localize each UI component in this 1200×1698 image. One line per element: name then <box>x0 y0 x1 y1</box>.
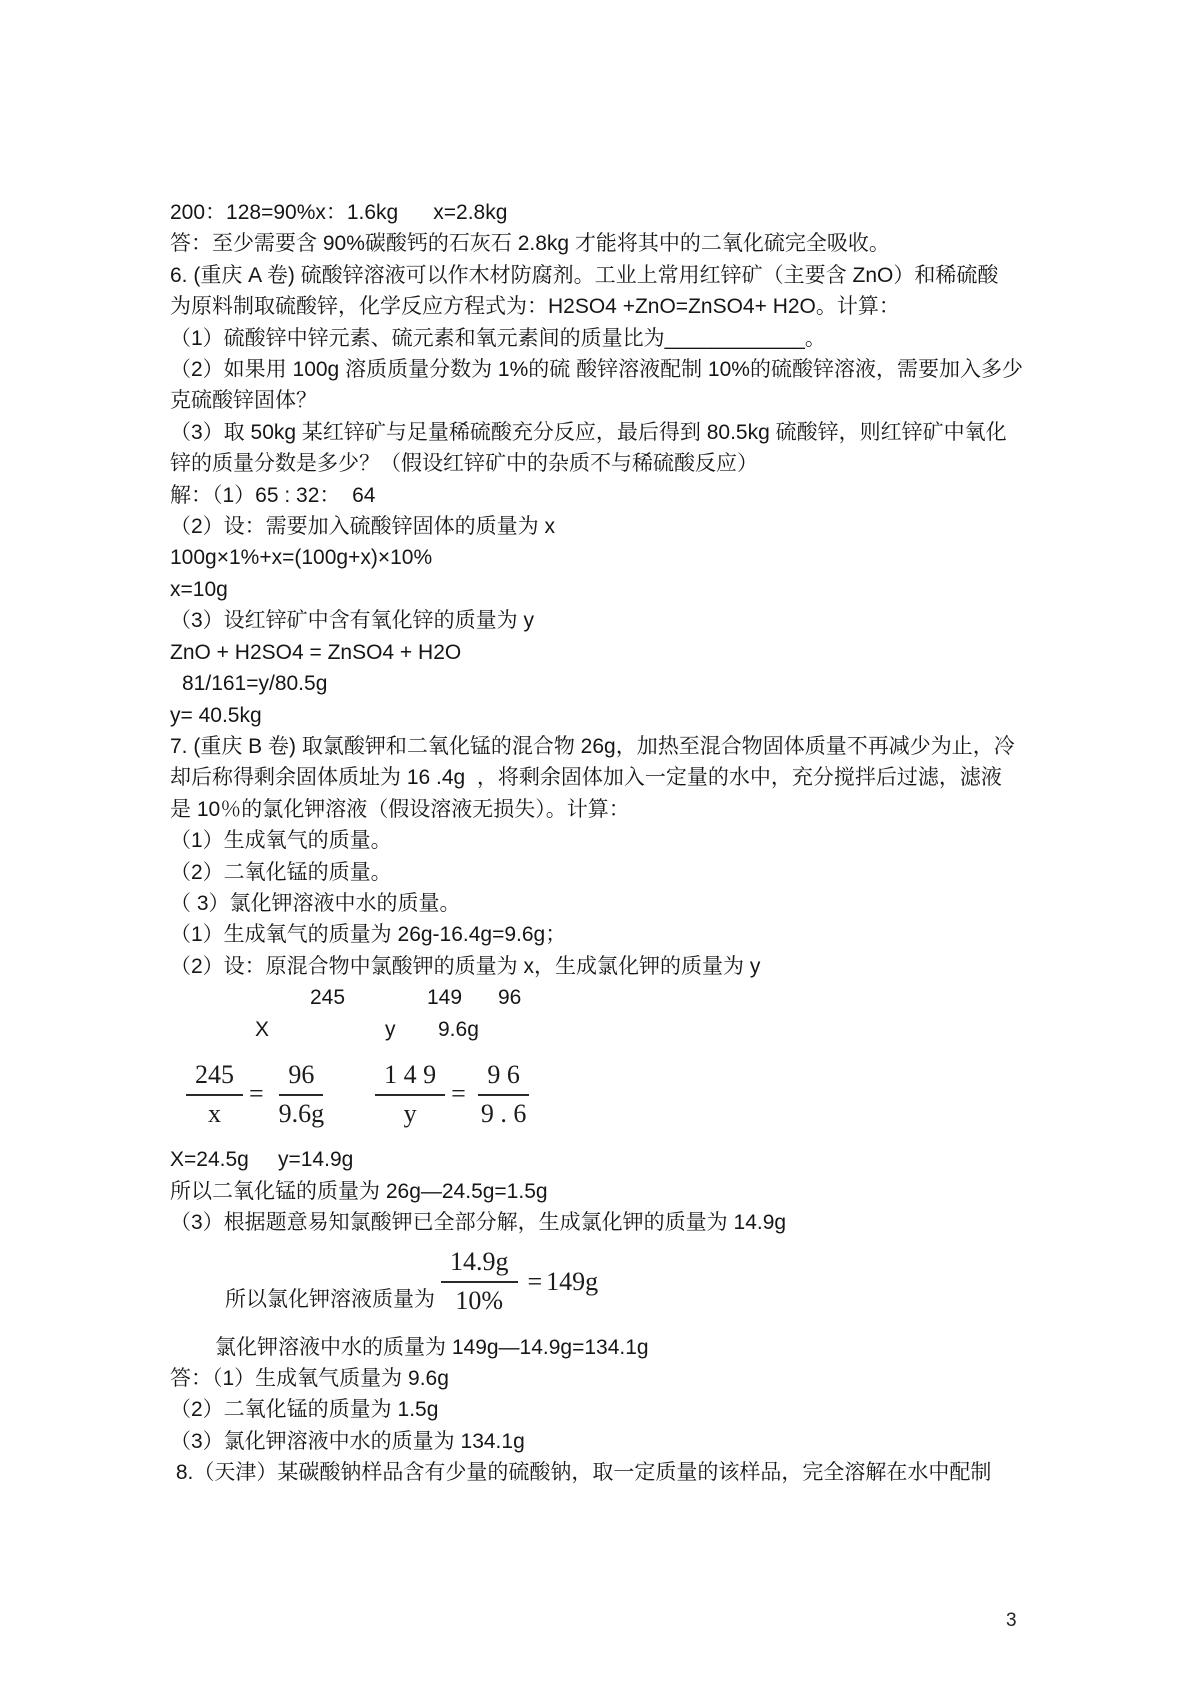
question6-result: y= 40.5kg <box>170 703 262 727</box>
question7-part1: （1）生成氧气的质量。 <box>170 829 392 853</box>
given-oxygen: 9.6g <box>438 1017 479 1041</box>
equals-sign: = <box>249 1079 264 1109</box>
question7-mno2-mass: 所以二氧化锰的质量为 26g—24.5g=1.5g <box>170 1179 548 1203</box>
kcl-solution-mass-label: 所以氯化钾溶液质量为 <box>225 1288 435 1312</box>
molar-mass-kcl: 149 <box>427 986 463 1010</box>
question7-solution-part3: （3）根据题意易知氯酸钾已全部分解，生成氯化钾的质量为 14.9g <box>170 1210 787 1234</box>
unknown-y: y <box>385 1017 396 1041</box>
question7-intro-line2: 却后称得剩余固体质址为 16 .4g ，将剩余固体加入一定量的水中，充分搅拌后过滤，滤液 <box>170 766 1002 790</box>
question6-solution-part2c: x=10g <box>170 577 228 601</box>
question7-xy-results: X=24.5g y=14.9g <box>170 1148 354 1172</box>
kcl-solution-mass-result: 149g <box>546 1266 599 1296</box>
proportion-equations <box>186 1061 1050 1128</box>
question6-solution-part2a: （2）设：需要加入硫酸锌固体的质量为 x <box>170 515 556 539</box>
question8-intro-line1: 8.（天津）某碳酸钠样品含有少量的硫酸钠，取一定质量的该样品，完全溶解在水中配制 <box>170 1461 992 1485</box>
question6-part2-line2: 克硫酸锌固体？ <box>170 389 317 413</box>
question7-answer3: （3）氯化钾溶液中水的质量为 134.1g <box>170 1429 525 1453</box>
question7-solution-part1: （1）生成氧气的质量为 26g-16.4g=9.6g； <box>170 923 567 947</box>
question6-solution-part1: 解：（1）65 : 32： 64 <box>170 483 376 507</box>
question7-solution-part2: （2）设：原混合物中氯酸钾的质量为 x，生成氯化钾的质量为 y <box>170 954 761 978</box>
unknown-x: X <box>255 1017 270 1041</box>
question7-part2: （2）二氧化锰的质量。 <box>170 860 392 884</box>
equals-sign: = <box>527 1266 543 1296</box>
question6-solution-part3a: （3）设红锌矿中含有氧化锌的质量为 y <box>170 609 535 633</box>
question6-part3-line1: （3）取 50kg 某红锌矿与足量稀硫酸充分反应，最后得到 80.5kg 硫酸锌，则红锌矿中氧化 <box>170 420 1007 444</box>
question6-intro-line1: 6. (重庆 A 卷) 硫酸锌溶液可以作木材防腐剂。工业上常用红锌矿（主要含 ZnO）和稀硫酸 <box>170 263 999 287</box>
question7-part3: （ 3）氯化钾溶液中水的质量。 <box>170 891 461 915</box>
prev-answer-line: 答：至少需要含 90%碳酸钙的石灰石 2.8kg 才能将其中的二氧化硫完全吸收。 <box>170 232 890 256</box>
fraction-96-9.6-clipped: $\frac{9 6}{9 . 6}$ <box>472 1061 536 1128</box>
question6-intro-line2: 为原料制取硫酸锌，化学反应方程式为：H2SO4 +ZnO=ZnSO4+ H2O。计算： <box>170 295 900 319</box>
molar-mass-row <box>170 982 1050 1013</box>
question7-answer2: （2）二氧化锰的质量为 1.5g <box>170 1398 439 1422</box>
molar-mass-kclo3: 245 <box>310 986 346 1010</box>
fraction-149-y: $\frac{1 4 9}{y}$ <box>375 1061 445 1128</box>
fraction-96-9.6g: $\frac{96}{9.6g}$ <box>278 1059 325 1128</box>
question6-part1: （1）硫酸锌中锌元素、硫元素和氧元素间的质量比为____________。 <box>170 326 826 350</box>
question6-part2-line1: （2）如果用 100g 溶质质量分数为 1%的硫 酸锌溶液配制 10%的硫酸锌溶液，需要加入多少 <box>170 358 1023 382</box>
question7-intro-line3: 是 10％的氯化钾溶液（假设溶液无损失）。计算： <box>170 797 630 821</box>
prev-calc-line: 200：128=90%x：1.6kg x=2.8kg <box>170 201 508 224</box>
fraction-245-x: $\frac{245}{x}$ <box>186 1061 243 1128</box>
question7-intro-line1: 7. (重庆 B 卷) 取氯酸钾和二氧化锰的混合物 26g，加热至混合物固体质量不再减少为止，冷 <box>170 734 1015 758</box>
fraction-14.9g-10pct: $\frac{14.9g}{10\%}$ <box>441 1248 518 1315</box>
kcl-solution-mass-equation <box>225 1248 1050 1315</box>
question6-equation: ZnO + H2SO4 = ZnSO4 + H2O <box>170 640 462 664</box>
question7-water-mass: 氯化钾溶液中水的质量为 149g—14.9g=134.1g <box>215 1335 649 1359</box>
question6-part3-line2: 锌的质量分数是多少？（假设红锌矿中的杂质不与稀硫酸反应） <box>170 452 758 476</box>
question7-answer1: 答：（1）生成氧气质量为 9.6g <box>170 1366 449 1390</box>
page-content <box>170 197 1050 1489</box>
question6-solution-part2b: 100g×1%+x=(100g+x)×10% <box>170 546 433 570</box>
kcl-solution-mass-math <box>441 1248 598 1315</box>
unknown-mass-row <box>170 1014 1050 1045</box>
equals-sign: = <box>451 1079 466 1109</box>
question6-proportion: 81/161=y/80.5g <box>182 672 328 696</box>
page-number: 3 <box>1006 1610 1017 1631</box>
molar-mass-o2: 96 <box>498 986 522 1010</box>
